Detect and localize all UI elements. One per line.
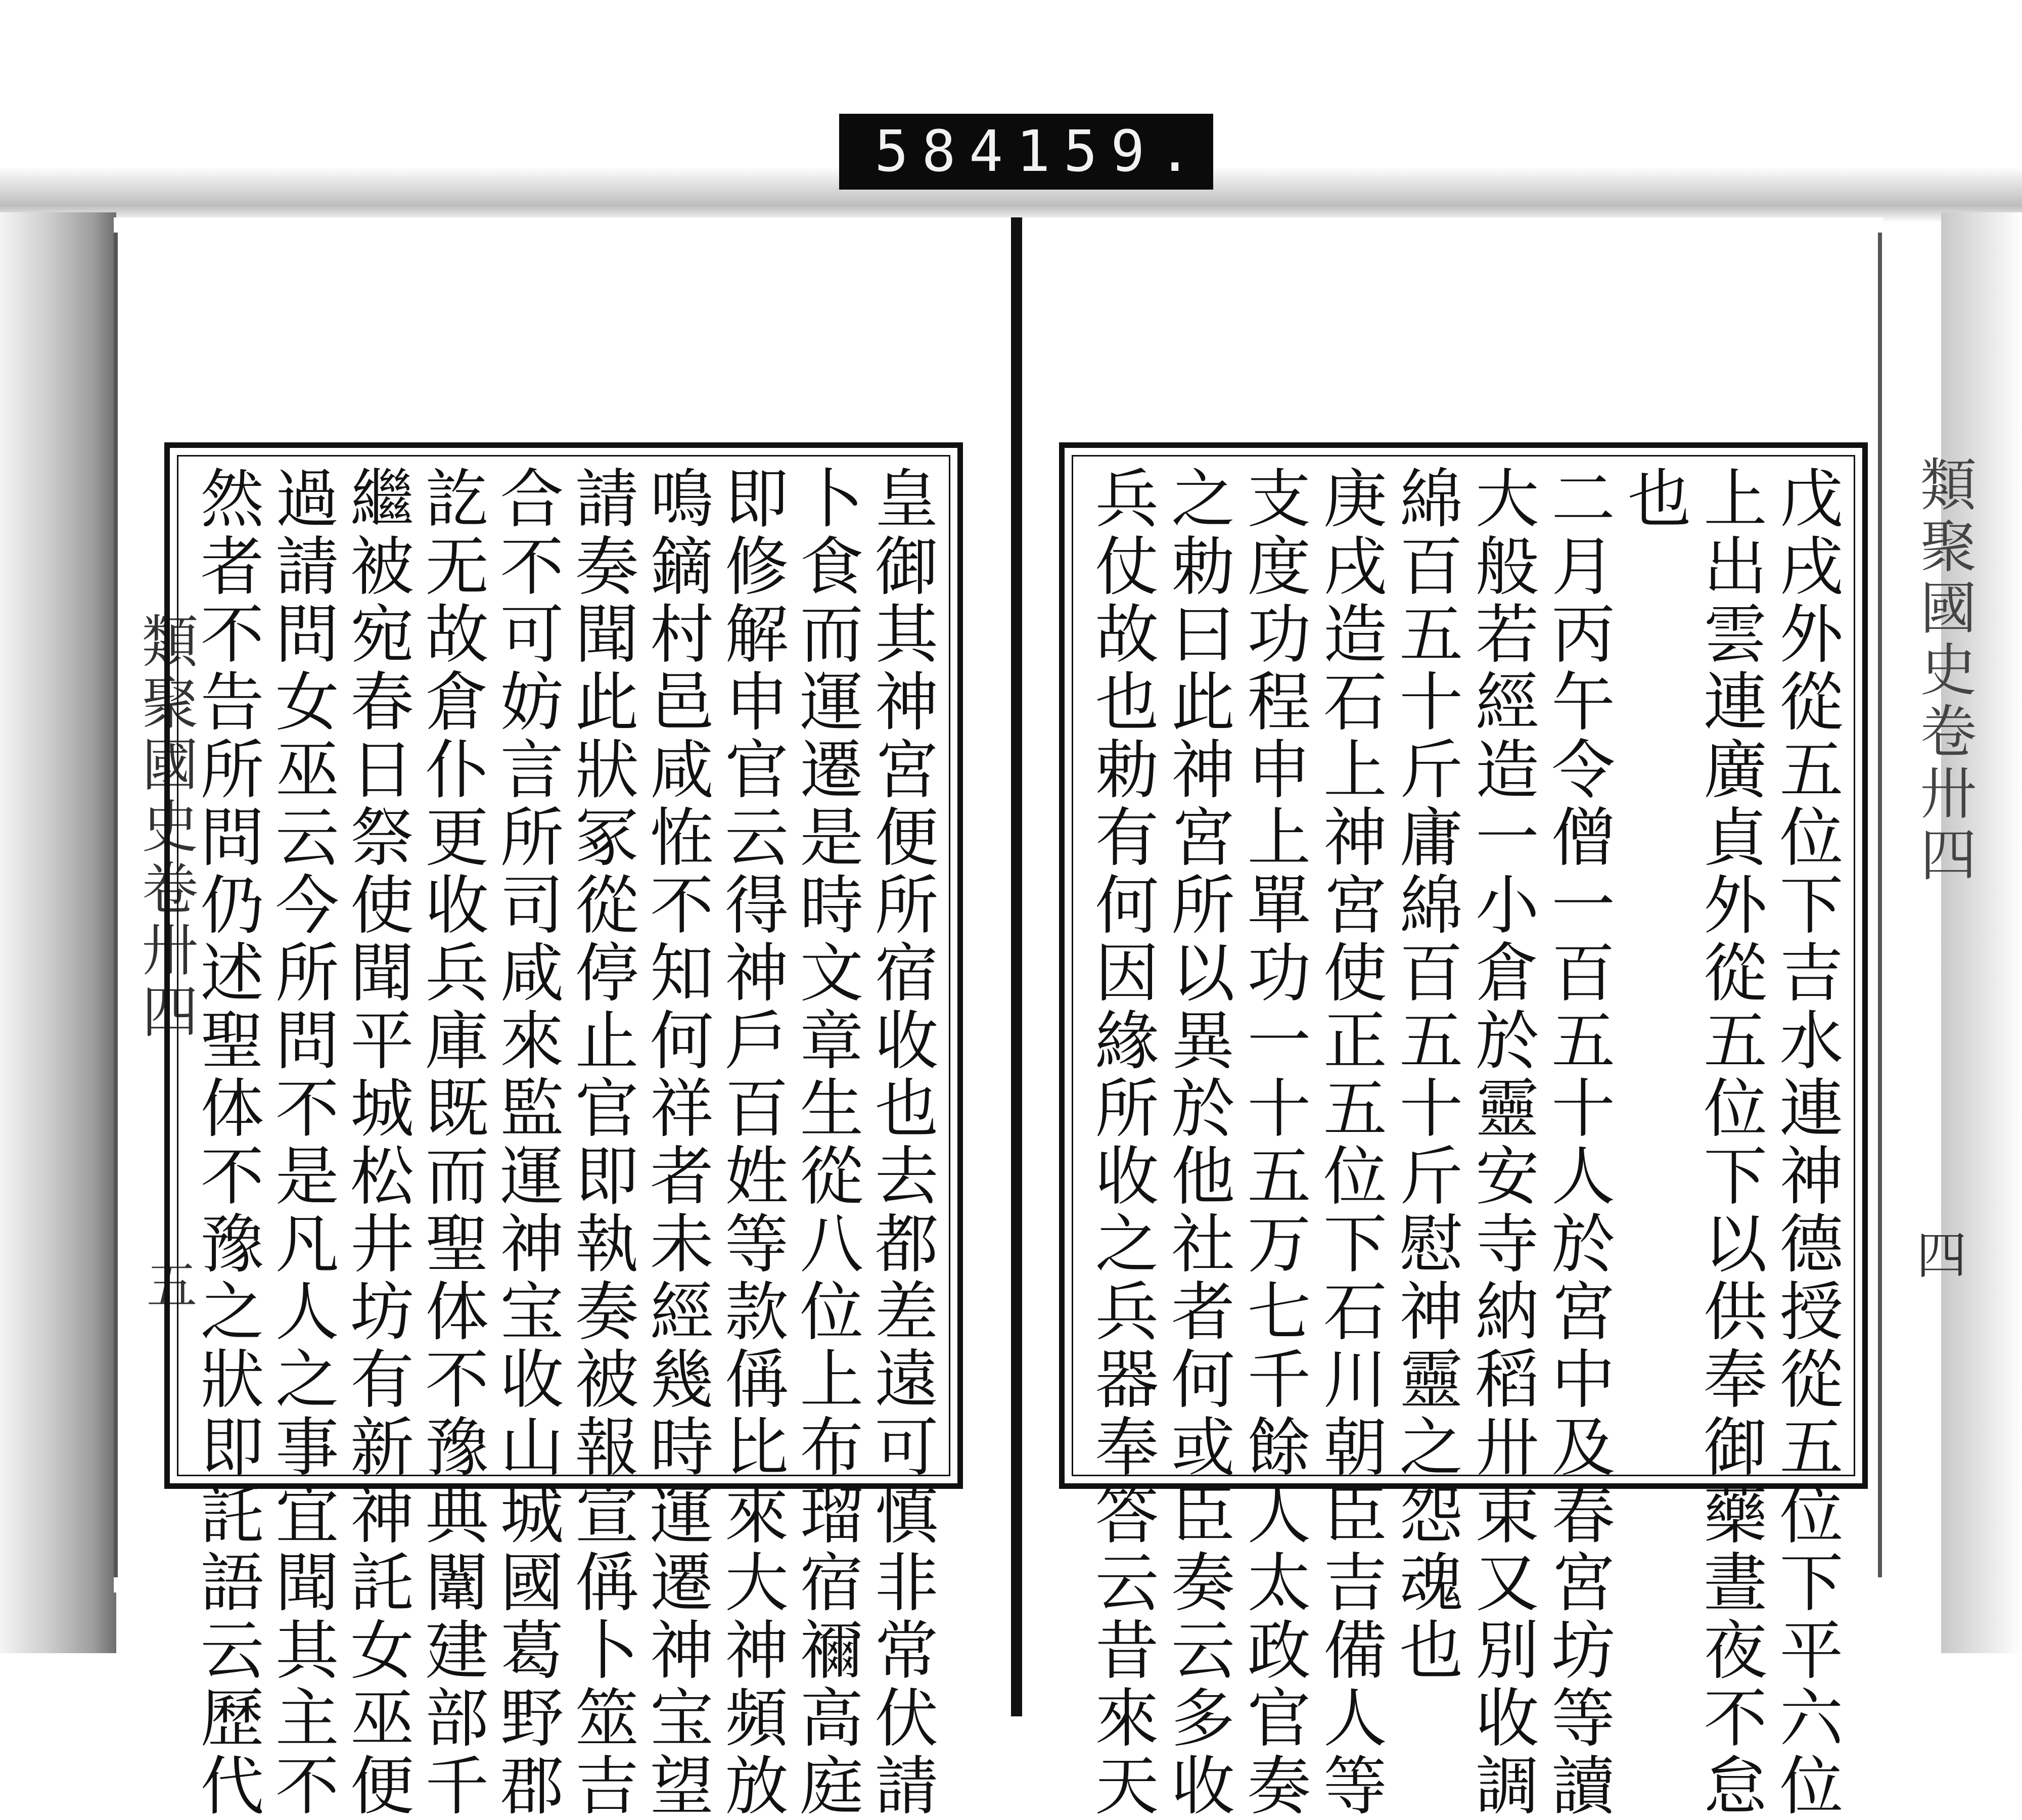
right-page-number: 四 xyxy=(1908,1228,1967,1284)
text-column: 然者不告所問仍述聖体不豫之狀即託語云歷代 xyxy=(190,465,264,1820)
text-column: 合不可妨言所司咸來監運神宝收山城國葛野郡 xyxy=(489,465,564,1820)
text-column: 繼被宛春日祭使聞平城松井坊有新神託女巫便 xyxy=(340,465,415,1820)
left-page-number: 五 xyxy=(138,1259,197,1314)
left-margin-title: 類聚國史卷卅四 xyxy=(132,612,198,1043)
left-text-area xyxy=(190,465,939,1820)
text-column: 之勅曰此神宮所以異於他社者何或臣奏云多收 xyxy=(1161,465,1235,1820)
text-column: 即修解申官云得神戶百姓等款偁比來大神頻放 xyxy=(714,465,789,1820)
text-column: 庚戌造石上神宮使正五位下石川朝臣吉備人等 xyxy=(1313,465,1388,1820)
left-page xyxy=(114,217,1019,1820)
text-column: 大般若經造一小倉於靈安寺納稻卅束又別收調 xyxy=(1465,465,1540,1820)
archive-id-right: 159. xyxy=(1016,119,1206,185)
right-text-area xyxy=(1085,465,1844,1820)
scan-border-left xyxy=(0,212,116,1653)
text-column: 綿百五十斤庸綿百五十斤慰神靈之怨魂也 xyxy=(1389,465,1463,1685)
text-column: 訖无故倉仆更收兵庫既而聖体不豫典闈建部千 xyxy=(415,465,489,1820)
scan-border-right xyxy=(1941,212,2022,1653)
text-column: 二月丙午令僧一百五十人於宮中及春宮坊等讀 xyxy=(1541,465,1616,1820)
right-margin-title: 類聚國史卷卅四 xyxy=(1911,455,1977,887)
archive-id-left: 584 xyxy=(875,119,1017,185)
book-spine xyxy=(1011,217,1022,1716)
right-text-frame xyxy=(1059,442,1868,1820)
archive-id-label xyxy=(839,114,1213,190)
left-text-frame xyxy=(164,442,963,1820)
right-page xyxy=(1024,217,1977,1820)
text-column: 上出雲連廣貞外從五位下以供奉御藥晝夜不怠 xyxy=(1693,465,1768,1820)
text-column: 請奏聞此狀冢從停止官即執奏被報宣偁卜筮吉 xyxy=(565,465,639,1820)
text-column: 兵仗故也勅有何因緣所收之兵器奉答云昔來天 xyxy=(1085,465,1159,1820)
text-column: 鳴鏑村邑咸恠不知何祥者未經幾時運遷神宝望 xyxy=(639,465,714,1820)
text-column: 戊戌外從五位下吉水連神德授從五位下平六位 xyxy=(1769,465,1844,1820)
text-column: 也 xyxy=(1617,465,1692,533)
text-column: 過請問女巫云今所問不是凡人之事宜聞其主不 xyxy=(265,465,340,1820)
text-column: 支度功程申上單功一十五万七千餘人太政官奏 xyxy=(1236,465,1311,1820)
page-edge xyxy=(114,233,118,1577)
page-edge xyxy=(1878,233,1882,1577)
text-column: 皇御其神宮便所宿收也去都差遠可慎非常伏請 xyxy=(864,465,939,1820)
text-column: 卜食而運遷是時文章生從八位上布瑠宿禰高庭 xyxy=(789,465,864,1820)
